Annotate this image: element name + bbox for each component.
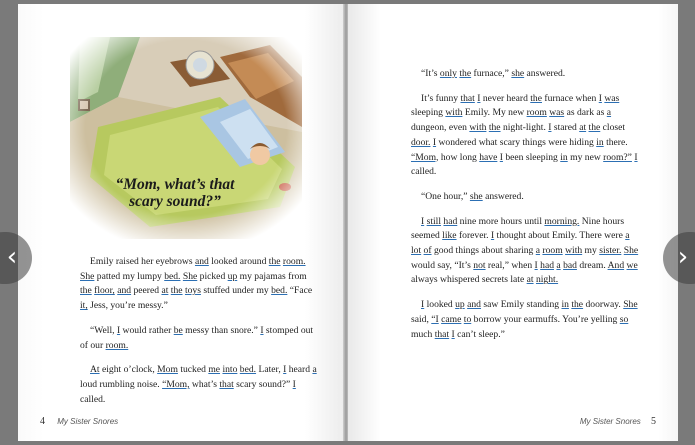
story-paragraph: I still had nine more hours until morning. Nine hours seemed like forever. I thought about Emily. There were a lot of good things about sharing a room with my sister. She would say, “It’s not real,” when I had a bad dream. And we always whispered secrets late at night. bbox=[411, 215, 639, 286]
story-paragraph: I looked up and saw Emily standing in the doorway. She said, “I came to borrow your earmuffs. You’re yelling so much that I can’t sleep.” bbox=[411, 299, 638, 340]
sight-word[interactable]: bed. bbox=[239, 364, 257, 376]
sight-word[interactable]: the bbox=[268, 256, 281, 267]
sight-word[interactable]: room bbox=[542, 245, 563, 257]
running-title-left: My Sister Snores bbox=[57, 417, 119, 426]
sight-word[interactable]: night. bbox=[535, 274, 559, 286]
sight-word[interactable]: At bbox=[90, 364, 100, 376]
sight-word[interactable]: me bbox=[208, 364, 221, 376]
sight-word[interactable]: door. bbox=[411, 136, 431, 148]
sight-word[interactable]: in bbox=[596, 136, 604, 148]
story-paragraph: At eight o’clock, Mom tucked me into bed. Later, I heard a loud rumbling noise. “Mom, what’s that scary sound?” I called. bbox=[80, 364, 317, 405]
sight-word[interactable]: so bbox=[619, 313, 629, 325]
sight-word[interactable]: she bbox=[511, 68, 525, 79]
left-page-footer bbox=[40, 416, 118, 427]
sight-word[interactable]: was bbox=[604, 92, 620, 104]
sight-word[interactable]: I bbox=[634, 151, 638, 163]
sight-word[interactable]: the bbox=[459, 68, 472, 79]
right-page-text bbox=[411, 67, 639, 352]
sight-word[interactable]: a bbox=[606, 107, 612, 119]
caption-line-1: “Mom, what’s that bbox=[115, 176, 235, 193]
sight-word[interactable]: room bbox=[526, 107, 547, 119]
sight-word[interactable]: like bbox=[442, 230, 457, 242]
sight-word[interactable]: had bbox=[540, 259, 555, 271]
sight-word[interactable]: it, bbox=[80, 300, 88, 312]
sight-word[interactable]: the bbox=[80, 285, 92, 297]
story-paragraph: Emily raised her eyebrows and looked around the room. She patted my lumpy bed. She picked up my pajamas from the floor, and peered at the toys stuffed under my bed. “Face it, Jess, you’re messy.” bbox=[80, 256, 313, 312]
chevron-right-icon[interactable]: › bbox=[663, 232, 695, 284]
sight-word[interactable]: be bbox=[173, 324, 183, 336]
right-page bbox=[348, 4, 678, 441]
page-number-left: 4 bbox=[40, 416, 45, 427]
sight-word[interactable]: still bbox=[426, 215, 442, 227]
sight-word[interactable]: sister. bbox=[599, 245, 622, 257]
sight-word[interactable]: bed. bbox=[271, 285, 288, 297]
sight-word[interactable]: I bbox=[534, 259, 538, 271]
sight-word[interactable]: came bbox=[441, 313, 462, 325]
sight-word[interactable]: in bbox=[560, 151, 568, 163]
illustration-caption bbox=[100, 176, 250, 210]
sight-word[interactable]: of bbox=[423, 245, 432, 257]
sight-word[interactable]: at bbox=[161, 285, 169, 297]
sight-word[interactable]: She bbox=[80, 270, 95, 282]
sight-word[interactable]: the bbox=[530, 92, 542, 104]
sight-word[interactable]: the bbox=[170, 285, 183, 297]
sight-word[interactable]: a bbox=[535, 245, 541, 257]
sight-word[interactable]: I bbox=[451, 328, 455, 340]
sight-word[interactable]: the bbox=[588, 122, 601, 134]
sight-word[interactable]: with bbox=[565, 245, 583, 257]
sight-word[interactable]: I bbox=[260, 324, 264, 336]
sight-word[interactable]: only bbox=[439, 68, 457, 79]
sight-word[interactable]: and bbox=[194, 256, 209, 267]
story-paragraph: It’s funny that I never heard the furnace when I was sleeping with Emily. My new room was as dark as a dungeon, even with the night-light. I stared at the closet door. I wondered what scary things were hiding in there. “Mom, how long have I been sleeping in my new room?” I called. bbox=[411, 92, 638, 178]
caption-line-2: scary sound?” bbox=[129, 193, 221, 210]
sight-word[interactable]: bad bbox=[563, 259, 577, 271]
story-paragraph: “One hour,” she answered. bbox=[421, 190, 524, 202]
sight-word[interactable]: room. bbox=[105, 339, 129, 351]
sight-word[interactable]: up bbox=[227, 270, 238, 282]
sight-word[interactable]: into bbox=[222, 364, 238, 376]
sight-word[interactable]: and bbox=[467, 299, 481, 311]
sight-word[interactable]: bed. bbox=[164, 270, 181, 282]
page-number-right: 5 bbox=[651, 416, 656, 427]
sight-word[interactable]: up bbox=[455, 299, 465, 311]
sight-word[interactable]: a bbox=[625, 230, 630, 242]
sight-word[interactable]: the bbox=[571, 299, 584, 311]
sight-word[interactable]: I bbox=[421, 299, 425, 311]
sight-word[interactable]: I bbox=[421, 215, 425, 227]
sight-word[interactable]: I bbox=[432, 136, 437, 148]
sight-word[interactable]: that bbox=[219, 378, 234, 390]
sight-word[interactable]: at bbox=[579, 122, 587, 134]
sight-word[interactable]: we bbox=[626, 259, 638, 271]
sight-word[interactable]: She bbox=[623, 245, 639, 257]
sight-word[interactable]: a bbox=[312, 364, 317, 376]
sight-word[interactable]: toys bbox=[184, 285, 201, 297]
sight-word[interactable]: room. bbox=[282, 256, 306, 267]
sight-word[interactable]: I bbox=[598, 92, 602, 104]
sight-word[interactable]: She bbox=[623, 299, 638, 311]
sight-word[interactable]: with bbox=[469, 122, 487, 134]
sight-word[interactable]: in bbox=[561, 299, 569, 311]
sight-word[interactable]: had bbox=[443, 215, 458, 227]
sight-word[interactable]: floor, bbox=[94, 285, 115, 297]
sight-word[interactable]: I bbox=[116, 324, 121, 336]
sight-word[interactable]: I bbox=[499, 151, 503, 163]
sight-word[interactable]: was bbox=[549, 107, 565, 119]
running-title-right: My Sister Snores bbox=[579, 417, 641, 426]
sight-word[interactable]: I bbox=[283, 364, 287, 376]
sight-word[interactable]: I bbox=[490, 230, 495, 242]
sight-word[interactable]: and bbox=[117, 285, 132, 297]
left-page-text bbox=[80, 255, 320, 417]
story-paragraph: “Well, I would rather be messy than snore.” I stomped out of our room. bbox=[80, 324, 314, 351]
sight-word[interactable]: the bbox=[488, 122, 501, 134]
sight-word[interactable]: Mom bbox=[157, 364, 178, 376]
sight-word[interactable]: morning. bbox=[544, 215, 580, 227]
sight-word[interactable]: have bbox=[479, 151, 498, 163]
chevron-left-icon[interactable]: ‹ bbox=[0, 232, 32, 284]
sight-word[interactable]: I bbox=[292, 378, 296, 390]
sight-word[interactable]: that bbox=[434, 328, 450, 340]
sight-word[interactable]: that bbox=[460, 92, 475, 104]
sight-word[interactable]: to bbox=[463, 313, 472, 325]
sight-word[interactable]: She bbox=[182, 270, 198, 282]
story-paragraph: “It’s only the furnace,” she answered. bbox=[421, 68, 566, 79]
sight-word[interactable]: I bbox=[477, 92, 481, 104]
sight-word[interactable]: “Mom, bbox=[411, 151, 439, 163]
sight-word[interactable]: a bbox=[556, 259, 561, 271]
sight-word[interactable]: at bbox=[526, 274, 534, 286]
sight-word[interactable]: “I bbox=[431, 313, 439, 325]
right-page-footer bbox=[580, 416, 656, 427]
sight-word[interactable]: room?” bbox=[603, 151, 632, 163]
left-page bbox=[18, 4, 344, 441]
sight-word[interactable]: not bbox=[473, 259, 486, 271]
sight-word[interactable]: lot bbox=[411, 245, 422, 257]
sight-word[interactable]: And bbox=[607, 259, 625, 271]
sight-word[interactable]: “Mom, bbox=[162, 378, 190, 390]
sight-word[interactable]: I bbox=[548, 122, 552, 134]
sight-word[interactable]: with bbox=[445, 107, 463, 119]
sight-word[interactable]: she bbox=[469, 190, 483, 202]
